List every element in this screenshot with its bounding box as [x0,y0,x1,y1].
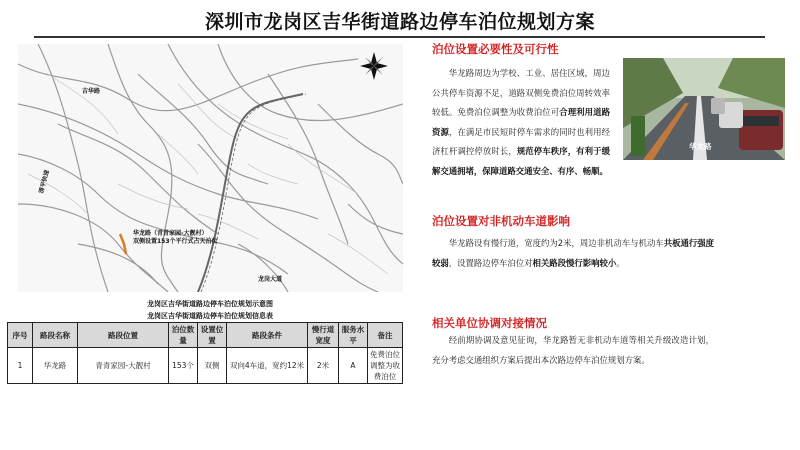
table-cell: 青青家园-大靓村 [78,348,169,384]
figure-captions [0,298,420,322]
table-header-cell: 路段名称 [33,323,78,348]
table-header-cell: 设置位置 [198,323,227,348]
para-bold-text: 规范停车秩序，有利于缓解交通拥堵，保障道路交通安全、有序、畅顺。 [432,146,610,176]
table-cell: 华龙路 [33,348,78,384]
table-header-cell: 备注 [368,323,403,348]
para-text: 华龙路周边为学校、工业、居住区域，周边公共停车资源不足，道路双侧免费泊位周转效率较低。免费泊位调整为收费泊位可 [432,68,610,118]
para-text: 经前期协调及意见征询，华龙路暂无非机动车道等相关升级改造计划，充分考虑交通组织方案后提出本次路边停车泊位规划方案。 [432,335,714,365]
table-cell: A [339,348,368,384]
road-photo [623,58,785,160]
para-text: 华龙路设有慢行道，宽度约为2米，周边非机动车与机动车 [448,238,664,248]
map-annotation: 双侧设置153个平行式占天泊位 [133,238,218,245]
table-header-cell: 路段位置 [78,323,169,348]
map-road-label: 龙岗大道 [258,276,283,283]
table-cell: 免费泊位调整为收费泊位 [368,348,403,384]
table-caption: 龙岗区吉华街道路边停车泊位规划信息表 [147,312,273,320]
map-road-label: 清平快速 [37,169,51,195]
title-divider [34,36,765,38]
page-title: 深圳市龙岗区吉华街道路边停车泊位规划方案 [204,11,595,33]
para-text: 。 [616,257,625,268]
table-header-cell: 服务水平 [339,323,368,348]
photo-caption: 华龙路 [689,142,712,151]
section-paragraph [432,234,714,273]
section-paragraph [432,64,610,182]
para-text: ，设置路边停车泊位对 [448,257,533,268]
table-header-cell: 慢行道宽度 [308,323,339,348]
table-cell: 153个 [169,348,198,384]
map-road-network [18,44,403,292]
table-row [8,348,403,384]
map-annotation: 华龙路（青青家园-大靓村） [133,230,208,237]
section-heading: 相关单位协调对接情况 [432,316,547,330]
title-bar [0,0,800,38]
table-header-row [8,323,403,348]
table-header-cell: 序号 [8,323,33,348]
table-cell: 1 [8,348,33,384]
para-bold-text: 相关路段慢行影响较小 [532,257,617,268]
para-bold-text: 共板通行强度较弱 [432,238,715,268]
section-paragraph [432,331,714,370]
para-bold-text: 合理利用道路资源 [432,107,610,137]
para-text: ，在满足市民短时停车需求的同时也利用经济杠杆调控停放时长， [432,126,611,157]
map-caption: 龙岗区吉华街道路边停车泊位规划示意图 [147,300,273,308]
table-cell: 2米 [308,348,339,384]
planning-map [18,44,403,292]
table-cell: 双向4车道，宽约12米 [227,348,308,384]
section-heading: 泊位设置必要性及可行性 [432,42,559,56]
table-header-cell: 泊位数量 [169,323,198,348]
section-heading: 泊位设置对非机动车道影响 [432,214,570,228]
table-cell: 双侧 [198,348,227,384]
map-road-label: 吉华路 [82,88,101,95]
info-table [7,322,403,384]
table-header-cell: 路段条件 [227,323,308,348]
